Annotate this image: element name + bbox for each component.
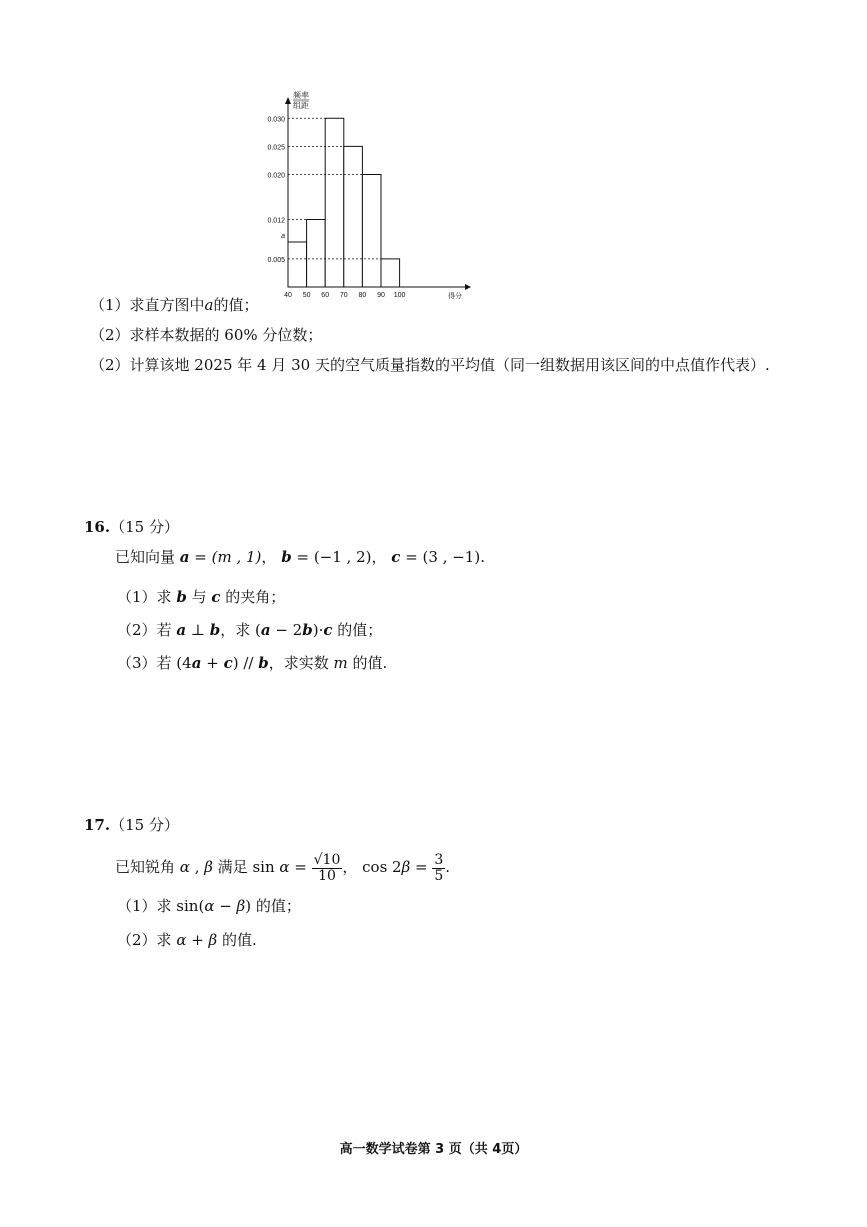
text: )· <box>312 621 324 639</box>
x-tick-label: 90 <box>377 292 385 299</box>
x-tick-label: 50 <box>302 292 311 299</box>
period: . <box>445 858 451 876</box>
q15-part3: （2）计算该地 2025 年 4 月 30 天的空气质量指数的平均值（同一组数据用该区间的中点值作代表）. <box>90 356 770 374</box>
text: （1）求 sin( <box>117 897 205 915</box>
q17-score: （15 分） <box>110 816 179 834</box>
vector-c: c <box>323 621 333 639</box>
q15-part2: （2）求样本数据的 60% 分位数； <box>90 326 323 344</box>
vector-a: a <box>176 621 187 639</box>
q16-given <box>115 547 485 567</box>
denominator: 10 <box>318 867 336 884</box>
vector-b: b <box>281 548 292 566</box>
histogram-bar <box>362 175 381 288</box>
y-tick-label: 0.005 <box>267 256 285 264</box>
x-tick-label: 80 <box>358 292 367 299</box>
text: 的夹角； <box>220 588 286 606</box>
vector-b-value: = (−1 , 2) <box>291 548 372 566</box>
text: , <box>189 858 205 876</box>
x-tick-label: 100 <box>393 292 406 299</box>
x-tick-label: 40 <box>284 292 292 299</box>
q16-part2 <box>117 620 382 640</box>
q17-part1 <box>117 896 301 916</box>
vector-c: c <box>391 548 401 566</box>
y-tick-label: 0.030 <box>267 116 285 124</box>
text: ) 的值； <box>245 897 301 915</box>
text: 已知锐角 <box>115 858 180 876</box>
beta: β <box>401 858 411 876</box>
denominator: 5 <box>434 867 444 884</box>
y-label-bottom: 组距 <box>293 101 309 110</box>
q16-header <box>84 517 179 537</box>
y-tick-label: 0.025 <box>267 144 285 152</box>
text: ， cos 2 <box>342 858 402 876</box>
histogram-bar <box>381 259 400 287</box>
expr: α − β <box>204 897 246 915</box>
histogram-bar <box>307 220 326 288</box>
text: （2）求 <box>117 931 177 949</box>
vector-b: b <box>209 621 221 639</box>
q15-part1-text: （1）求直方图中 <box>90 296 205 314</box>
text: 与 <box>186 588 212 606</box>
text: （1）求 <box>117 588 177 606</box>
q17-number: 17. <box>84 816 111 834</box>
x-tick-label: 70 <box>339 292 348 299</box>
numerator: 3 <box>434 851 444 868</box>
histogram-bar <box>288 242 307 287</box>
q17-header <box>84 815 179 835</box>
period: . <box>480 548 485 566</box>
y-tick-label: 0.012 <box>267 217 285 225</box>
frequency-histogram <box>255 88 475 303</box>
perp-symbol: ⊥ <box>186 621 210 639</box>
alpha: α <box>179 858 190 876</box>
fraction-sqrt10-over-10 <box>312 853 343 884</box>
text: 的值； <box>332 621 383 639</box>
sep: ， <box>371 548 387 566</box>
text: − 2 <box>270 621 303 639</box>
text: 满足 sin <box>212 858 280 876</box>
vector-b: b <box>258 654 269 672</box>
text: ，求实数 <box>268 654 334 672</box>
x-tick-label: 60 <box>321 292 330 299</box>
q17-given <box>115 851 450 884</box>
vector-b: b <box>302 621 313 639</box>
vector-c: c <box>211 588 221 606</box>
q16-given-text: 已知向量 <box>115 548 176 566</box>
q15-part1 <box>90 295 259 315</box>
expr: α + β <box>176 931 218 949</box>
vector-a: a <box>191 654 202 672</box>
q15-var-a: a <box>204 296 214 314</box>
y-label-top: 频率 <box>293 91 309 100</box>
fraction-3-over-5 <box>432 853 445 884</box>
histogram-bar <box>344 146 363 287</box>
x-axis-label: 得分 <box>448 293 462 300</box>
page-footer: 高一数学试卷第 3 页（共 4页） <box>339 1142 528 1157</box>
numerator: √10 <box>313 851 341 868</box>
text: （3）若 (4 <box>117 654 192 672</box>
text: （2）若 <box>117 621 177 639</box>
sep: ， <box>261 548 277 566</box>
q16-score: （15 分） <box>110 518 179 536</box>
vector-a: a <box>260 621 271 639</box>
q16-number: 16. <box>84 518 111 536</box>
y-tick-label: a <box>281 233 285 240</box>
q17-part2 <box>117 930 257 950</box>
text: + <box>201 654 224 672</box>
var-m: m <box>333 654 348 672</box>
vector-c-value: = (3 , −1) <box>400 548 481 566</box>
q16-part3 <box>117 653 387 673</box>
vector-a: a <box>179 548 190 566</box>
q16-part1 <box>117 587 285 607</box>
beta: β <box>204 858 213 876</box>
text: = <box>289 858 312 876</box>
text: 的值. <box>217 931 257 949</box>
x-axis-arrow <box>465 284 471 290</box>
q15-part1-end: 的值； <box>213 296 259 314</box>
parallel-symbol: ) // <box>232 654 259 672</box>
histogram-bar <box>325 118 344 287</box>
vector-c: c <box>223 654 233 672</box>
vector-b: b <box>176 588 187 606</box>
vector-a-value: = (m , 1) <box>189 548 262 566</box>
y-axis-arrow <box>285 97 291 104</box>
alpha: α <box>279 858 290 876</box>
y-tick-label: 0.020 <box>267 172 285 180</box>
text: ，求 ( <box>220 621 261 639</box>
text: 的值. <box>347 654 388 672</box>
text: = <box>410 858 433 876</box>
